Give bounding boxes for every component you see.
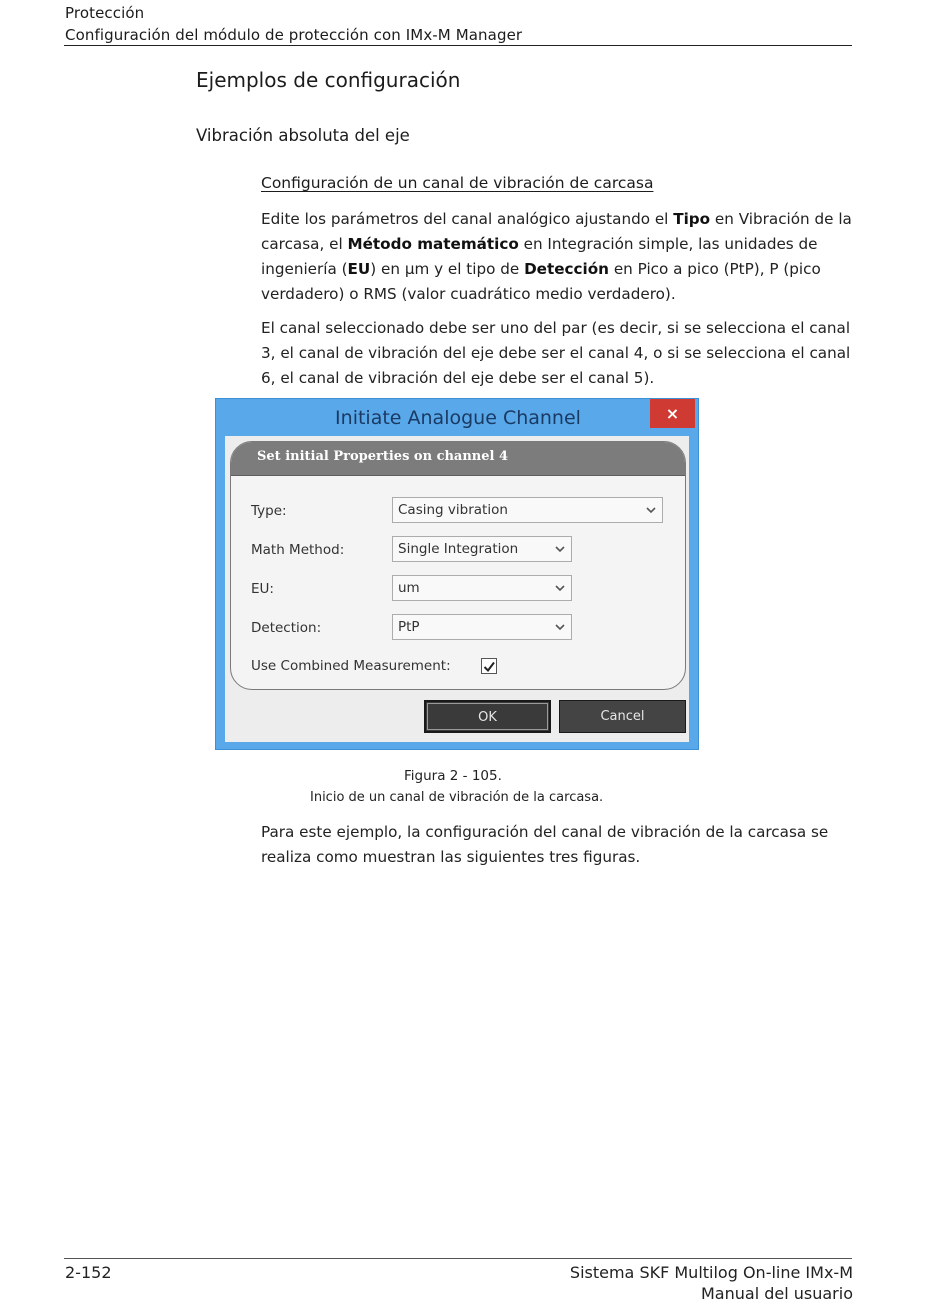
eu-select[interactable]: [392, 575, 572, 601]
math-method-label: Math Method:: [251, 542, 345, 558]
chevron-down-icon: [555, 583, 565, 593]
cancel-button[interactable]: Cancel: [559, 700, 686, 733]
page-number: 2-152: [65, 1263, 112, 1282]
ok-button[interactable]: OK: [424, 700, 551, 733]
detection-label: Detection:: [251, 620, 322, 636]
checkmark-icon: [482, 660, 496, 674]
properties-group: [230, 441, 686, 690]
footer-manual-title: Manual del usuario: [701, 1284, 853, 1303]
header-chapter-subtitle: Configuración del módulo de protección con IMx-M Manager: [65, 26, 523, 44]
initiate-analogue-channel-dialog: [215, 398, 699, 750]
paragraph-example-note: Para este ejemplo, la configuración del canal de vibración de la carcasa se realiza como muestran las siguientes tres figuras.: [261, 823, 829, 866]
math-method-select[interactable]: [392, 536, 572, 562]
para1-text-3: en Integración simple, las unidades de ingeniería (: [261, 235, 818, 278]
combined-measurement-label: Use Combined Measurement:: [251, 658, 451, 674]
detection-select[interactable]: [392, 614, 572, 640]
chevron-down-icon: [646, 505, 656, 515]
type-select[interactable]: [392, 497, 663, 523]
para1-text-4: ) en µm y el tipo de: [370, 260, 525, 278]
footer-rule: [64, 1258, 852, 1259]
para1-text-2: en Vibración de la carcasa, el: [261, 210, 852, 253]
detection-value: PtP: [398, 619, 420, 635]
header-section-title: Protección: [65, 4, 145, 22]
combined-measurement-checkbox[interactable]: [481, 658, 497, 674]
group-header-bar: [231, 442, 685, 476]
type-value: Casing vibration: [398, 502, 508, 518]
para1-text-5: en Pico a pico (PtP), P (pico verdadero) o RMS (valor cuadrático medio verdadero).: [261, 260, 821, 303]
math-method-value: Single Integration: [398, 541, 519, 557]
dialog-client-area: [225, 436, 689, 742]
chevron-down-icon: [555, 622, 565, 632]
para1-bold-deteccion: Detección: [524, 260, 609, 278]
group-title: Set initial Properties on channel 4: [257, 449, 509, 464]
para1-text-1: Edite los parámetros del canal analógico ajustando el: [261, 210, 674, 228]
eu-label: EU:: [251, 581, 274, 597]
type-label: Type:: [251, 503, 287, 519]
close-icon[interactable]: ×: [650, 399, 695, 428]
figure-caption: Inicio de un canal de vibración de la carcasa.: [310, 790, 604, 805]
paragraph-channel-pair: El canal seleccionado debe ser uno del par (es decir, si se selecciona el canal 3, el canal de vibración del eje debe ser el canal 4, o si se selecciona el canal 6, el canal de vibración del eje debe ser el canal 5).: [261, 319, 851, 387]
heading-absolute-shaft-vibration: Vibración absoluta del eje: [196, 126, 410, 145]
figure-number: Figura 2 - 105.: [404, 768, 502, 784]
heading-examples: Ejemplos de configuración: [196, 68, 461, 92]
para1-bold-eu: EU: [347, 260, 371, 278]
paragraph-edit-parameters: [261, 207, 856, 307]
eu-value: um: [398, 580, 420, 596]
para1-bold-metodo: Método matemático: [347, 235, 519, 253]
heading-casing-channel-config: Configuración de un canal de vibración de carcasa: [261, 174, 654, 192]
footer-product-name: Sistema SKF Multilog On-line IMx-M: [569, 1263, 853, 1282]
dialog-title: Initiate Analogue Channel: [335, 407, 581, 429]
header-rule: [64, 45, 852, 46]
para1-bold-tipo: Tipo: [673, 210, 711, 228]
chevron-down-icon: [555, 544, 565, 554]
